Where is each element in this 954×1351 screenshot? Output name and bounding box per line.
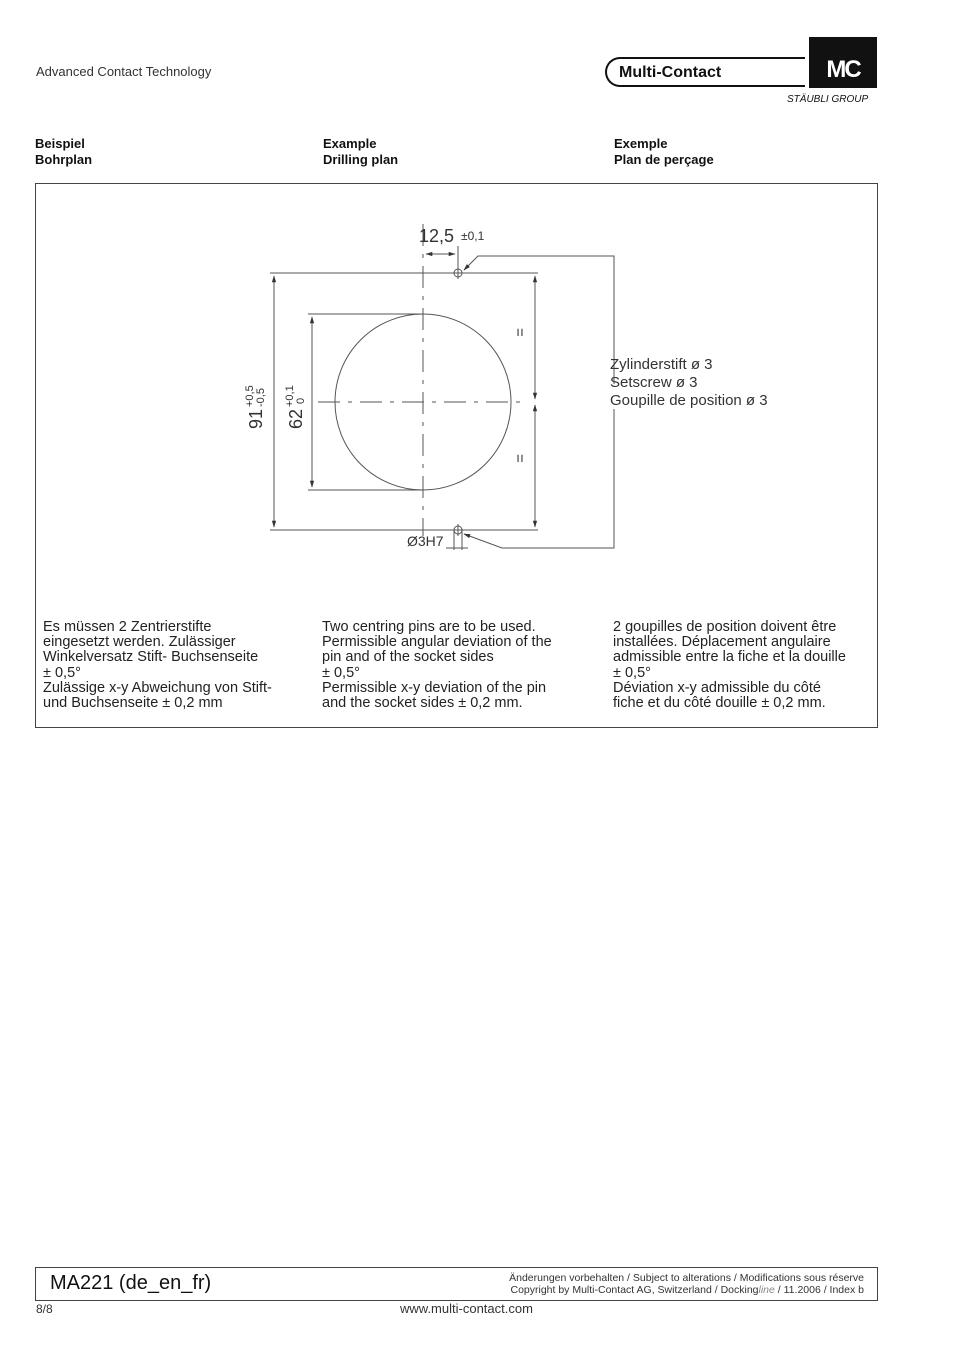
dim-91-tolerance-lower: -0,5 bbox=[255, 388, 267, 407]
note-line: Permissible x-y deviation of the pin bbox=[322, 679, 547, 696]
note-fr bbox=[613, 620, 846, 711]
legal-italic: line bbox=[758, 1284, 775, 1296]
note-line: ± 0,5° bbox=[322, 664, 360, 681]
tagline: Advanced Contact Technology bbox=[36, 64, 212, 79]
callout-line-fr: Goupille de position ø 3 bbox=[610, 392, 768, 409]
note-line: ± 0,5° bbox=[613, 664, 651, 681]
website-url: www.multi-contact.com bbox=[400, 1301, 533, 1316]
heading-subtitle: Plan de perçage bbox=[614, 152, 714, 167]
callout-leader bbox=[464, 256, 614, 384]
note-line: fiche et du côté douille ± 0,2 mm. bbox=[613, 695, 826, 712]
dim-91-value: 91 bbox=[246, 408, 266, 429]
note-line: admissible entre la fiche et la douille bbox=[613, 649, 846, 666]
heading-en bbox=[323, 136, 398, 168]
equal-mark-upper: = bbox=[511, 328, 528, 337]
page-number: 8/8 bbox=[36, 1302, 53, 1316]
legal-line-1: Änderungen vorbehalten / Subject to alterations / Modifications sous réserve bbox=[509, 1272, 864, 1284]
dim-12-5-tolerance: ±0,1 bbox=[461, 229, 485, 243]
note-line: Es müssen 2 Zentrierstifte bbox=[43, 619, 212, 635]
legal-line-2 bbox=[509, 1284, 864, 1296]
drilling-plan-drawing bbox=[36, 184, 878, 604]
group-name: STÄUBLI GROUP bbox=[787, 94, 869, 105]
document-id: MA221 (de_en_fr) bbox=[50, 1272, 212, 1294]
heading-de bbox=[35, 136, 92, 168]
brand-name-logo: Multi-Contact bbox=[605, 57, 805, 87]
heading-title: Example bbox=[323, 136, 377, 151]
heading-fr bbox=[614, 136, 714, 168]
legal-suffix: / 11.2006 / Index b bbox=[774, 1284, 864, 1296]
callout-line-en: Setscrew ø 3 bbox=[610, 374, 698, 391]
dim-12-5-value: 12,5 bbox=[419, 226, 455, 246]
note-line: Zulässige x-y Abweichung von Stift- bbox=[43, 679, 272, 696]
heading-subtitle: Drilling plan bbox=[323, 152, 399, 167]
note-line: eingesetzt werden. Zulässiger bbox=[43, 634, 236, 651]
note-line: Déviation x-y admissible du côté bbox=[613, 679, 821, 696]
note-line: 2 goupilles de position doivent être bbox=[613, 619, 837, 635]
legal-prefix: Copyright by Multi-Contact AG, Switzerland / Docking bbox=[510, 1284, 759, 1296]
dim-62-value: 62 bbox=[286, 408, 306, 429]
note-line: Winkelversatz Stift- Buchsenseite bbox=[43, 649, 259, 666]
dim-62-tolerance-upper: +0,1 bbox=[284, 385, 296, 407]
dim-91-tolerance-upper: +0,5 bbox=[244, 385, 256, 407]
note-line: installées. Déplacement angulaire bbox=[613, 634, 831, 651]
callout-line-de: Zylinderstift ø 3 bbox=[610, 356, 713, 373]
heading-title: Exemple bbox=[614, 136, 668, 151]
note-en bbox=[322, 620, 552, 711]
heading-title: Beispiel bbox=[35, 136, 85, 151]
heading-subtitle: Bohrplan bbox=[35, 152, 93, 167]
note-line: ± 0,5° bbox=[43, 664, 81, 681]
equal-mark-lower: = bbox=[511, 454, 528, 463]
dim-62-tolerance-lower: 0 bbox=[295, 397, 307, 404]
mc-logo: MC bbox=[809, 37, 877, 88]
legal-notice bbox=[509, 1272, 864, 1296]
pin-hole-label: Ø3H7 bbox=[407, 533, 444, 549]
note-line: und Buchsenseite ± 0,2 mm bbox=[43, 695, 223, 712]
note-line: pin and of the socket sides bbox=[322, 649, 494, 666]
note-line: Two centring pins are to be used. bbox=[322, 619, 536, 635]
note-line: and the socket sides ± 0,2 mm. bbox=[322, 695, 523, 712]
note-de bbox=[43, 620, 272, 711]
note-line: Permissible angular deviation of the bbox=[322, 634, 552, 651]
